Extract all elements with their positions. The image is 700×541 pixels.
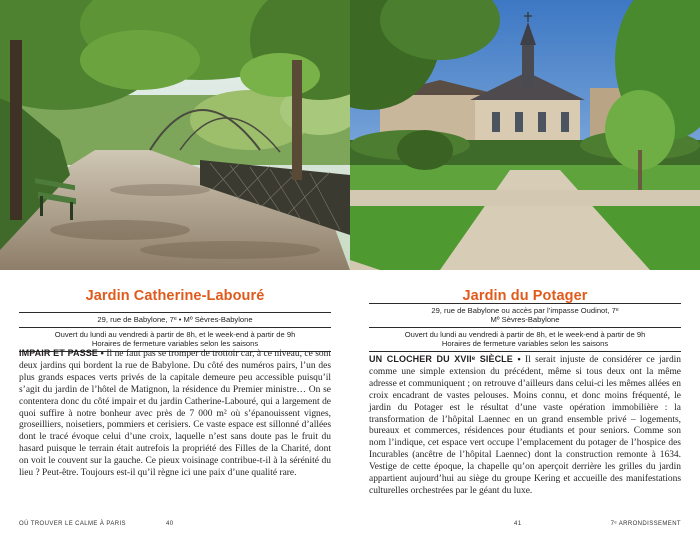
info-divider <box>19 327 331 328</box>
info-divider-bottom <box>369 351 681 352</box>
opening-hours: Ouvert du lundi au vendredi à partir de 8h, et le week-end à partir de 9h <box>404 330 646 339</box>
article-text: Il serait injuste de considérer ce jardin comme une simple extension du précédent, même si tous deux ont la même adresse et communiquent ; on retrouve d’ailleurs dans celui-ci les mêmes allées en croix encadrant de vastes pelouses. Moins connu, et donc moins fréquenté, le jardin du Potager est le résultat d’une vaste opération immobilière : la transformation de l’hôpital Laennec en un grand ensemble privé – logements, bureaux et commerces, résidences pour étudiants et pour seniors. Comme son nom l’indique, cet espace vert occupe l’emplacement du potager de l’hospice des Incurables (ancêtre de l’hôpital Laennec) dont la construction remonte à 1634. Vestige de cette époque, la chapelle qu’on aperçoit derrière les grilles du jardin appartient aujourd’hui au siège du groupe Kering et accueille des manifestations culturelles orchestrées par le géant du luxe. <box>369 355 682 496</box>
metro-station: Mº Sèvres-Babylone <box>490 315 560 324</box>
article-lead: IMPAIR ET PASSE • <box>19 348 104 358</box>
garden-title: Jardin Catherine-Labouré <box>85 288 265 304</box>
photo-jardin-catherine-laboure <box>0 0 350 270</box>
garden-address: 29, rue de Babylone, 7ᵉ • Mº Sèvres-Babylone <box>97 315 253 324</box>
article-text: Il ne faut pas se tromper de trottoir car, à ce niveau, ce sont deux jardins qui bordent la rue de Babylone. Du côté des numéros pairs, l’un des plus grands espaces verts privés de la capitale demeure peu accessible puisqu’il s’agit du jardin de l’hôtel de Matignon, la résidence du Premier ministre… On se contentera donc du côté impair et du jardin Catherine-Labouré, qui a largement de quoi suffire à notre bonheur avec près de 7 000 m² où s’épanouissent vignes, groseilliers, noisetiers, pommiers et cerisiers. Ce vaste espace est sillonné d’allées dont le tracé évoque celui d’une croix, laquelle n’est sans doute pas le fruit du hasard puisque le terrain était autrefois la propriété des Filles de la Charité, dont on voit le couvent sur la gauche. Ce pieux voisinage contribue-t-il à la sérénité du lieu ? Peut-être. Toujours est-il qu’il règne ici une paix d’une qualité rare. <box>19 349 331 479</box>
article-body <box>19 348 331 480</box>
page-number: 41 <box>514 521 522 527</box>
closing-hours-note: Horaires de fermeture variables selon les saisons <box>91 339 259 348</box>
photo-jardin-du-potager <box>350 0 700 270</box>
right-page <box>350 0 700 541</box>
running-title: OÙ TROUVER LE CALME À PARIS <box>19 521 126 527</box>
page-number: 40 <box>166 521 174 527</box>
chapel-garden-photo <box>350 0 700 270</box>
garden-title: Jardin du Potager <box>462 288 588 304</box>
info-divider <box>369 327 681 328</box>
closing-hours-note: Horaires de fermeture variables selon les saisons <box>441 339 609 348</box>
opening-hours: Ouvert du lundi au vendredi à partir de 8h, et le week-end à partir de 9h <box>54 330 296 339</box>
title-divider <box>19 312 331 313</box>
article-body <box>369 354 681 498</box>
garden-path-photo <box>0 0 350 270</box>
running-title: 7ᵉ ARRONDISSEMENT <box>610 521 681 527</box>
title-divider <box>369 303 681 304</box>
article-lead: UN CLOCHER DU XVIIᵉ SIÈCLE • <box>369 354 521 364</box>
garden-address: 29, rue de Babylone ou accès par l’impasse Oudinot, 7ᵉ <box>431 306 619 315</box>
